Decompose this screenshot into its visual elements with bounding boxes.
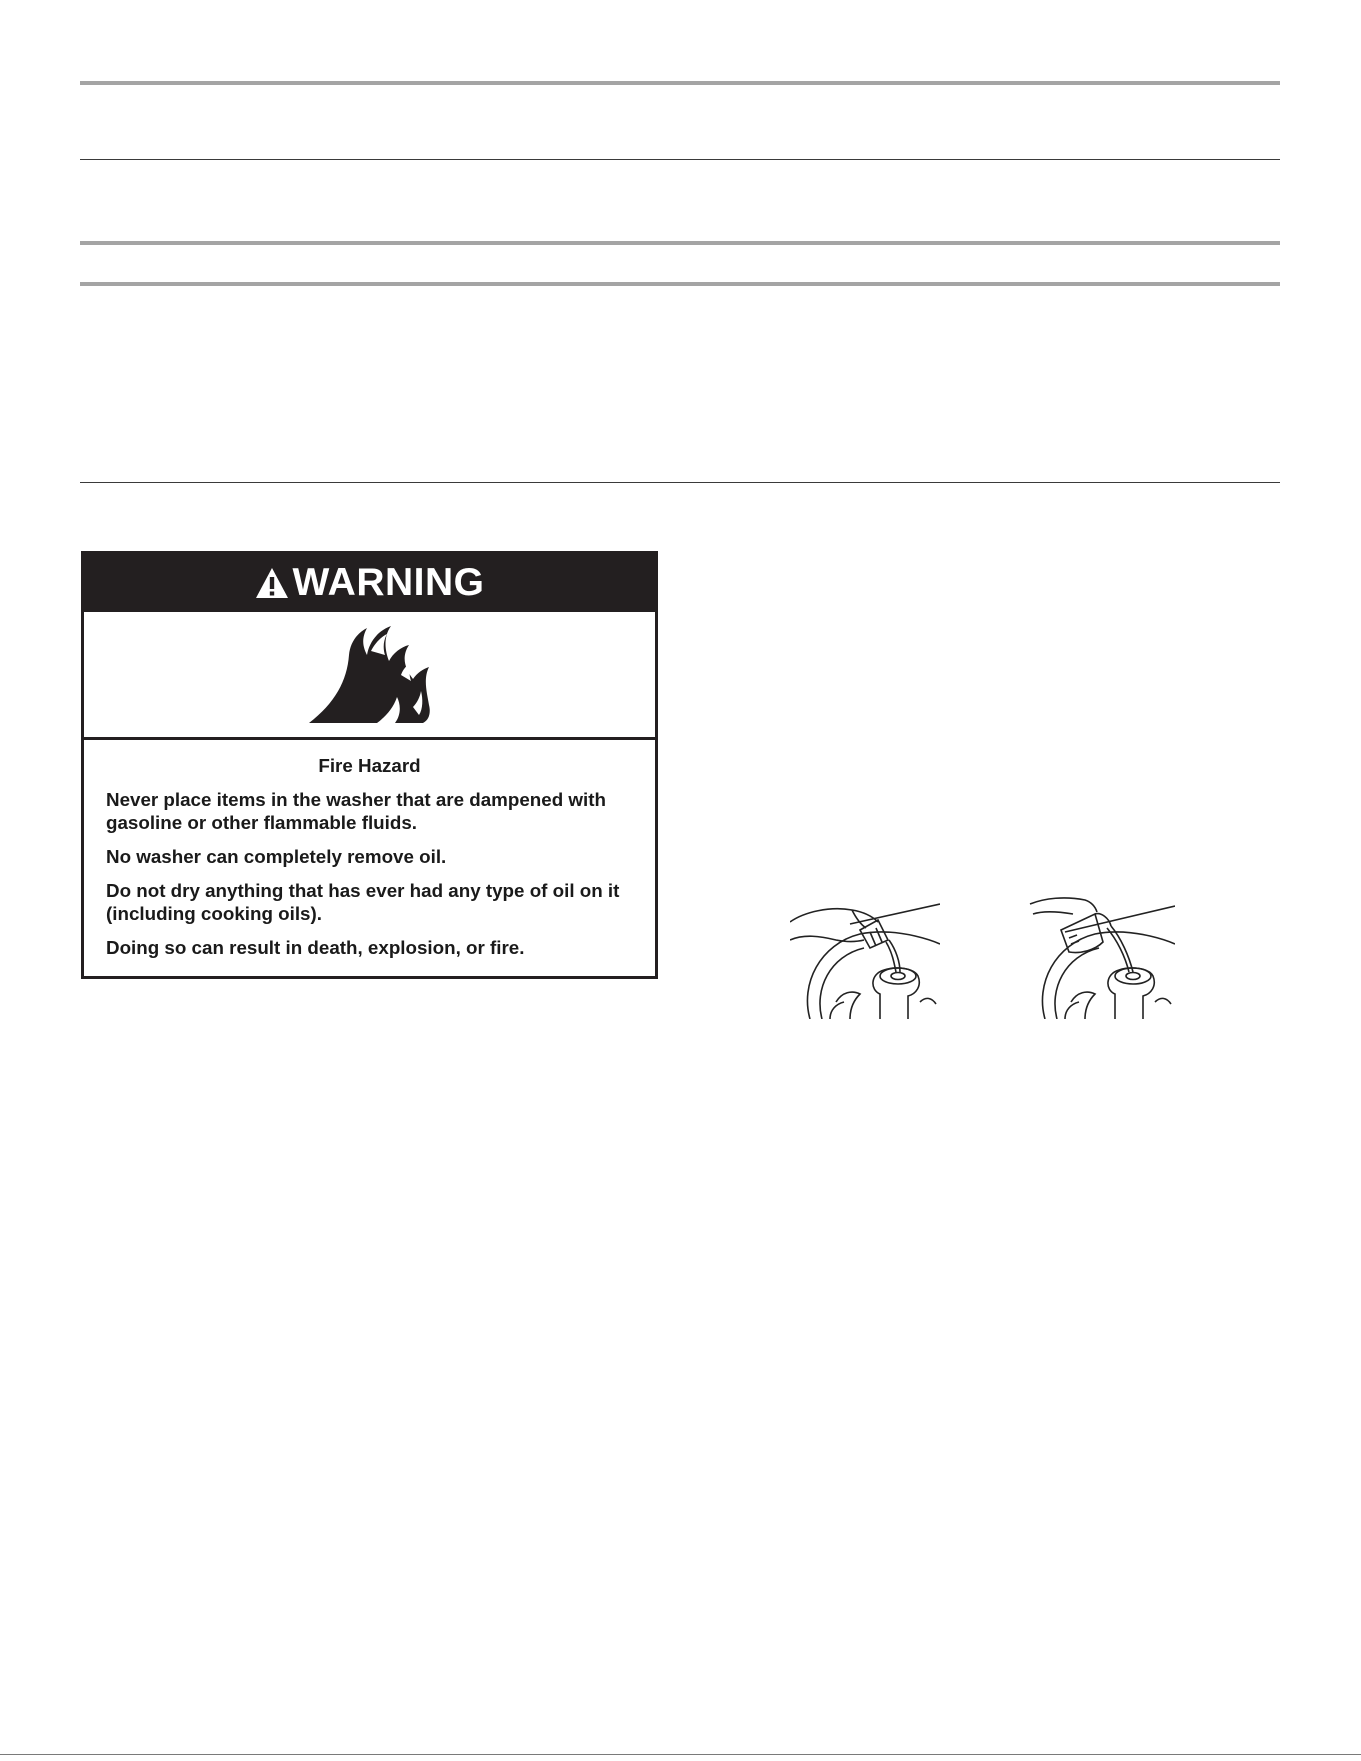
top-rule-thick — [80, 81, 1280, 85]
rule-thin-1 — [80, 159, 1280, 160]
hazard-icon-panel — [84, 612, 655, 740]
warning-header — [84, 554, 655, 612]
warning-line-4: Doing so can result in death, explosion, or fire. — [106, 937, 525, 958]
pouring-bottle-illustration — [790, 884, 940, 1019]
warning-line-3: Do not dry anything that has ever had any type of oil on it (including cooking oils). — [106, 880, 620, 924]
hazard-title: Fire Hazard — [318, 755, 421, 776]
page-bottom-rule — [0, 1754, 1361, 1755]
warning-triangle-icon — [255, 567, 289, 599]
warning-label: WARNING — [292, 561, 485, 604]
warning-body — [84, 740, 655, 959]
warning-line-1: Never place items in the washer that are dampened with gasoline or other flammable fluids. — [106, 789, 606, 833]
warning-line-2: No washer can completely remove oil. — [106, 846, 447, 867]
fire-hazard-icon — [305, 625, 435, 725]
rule-thick-2 — [80, 241, 1280, 245]
warning-box — [81, 551, 658, 979]
rule-thin-2 — [80, 482, 1280, 483]
rule-thick-3 — [80, 282, 1280, 286]
pouring-measuring-cup-illustration — [1025, 884, 1175, 1019]
